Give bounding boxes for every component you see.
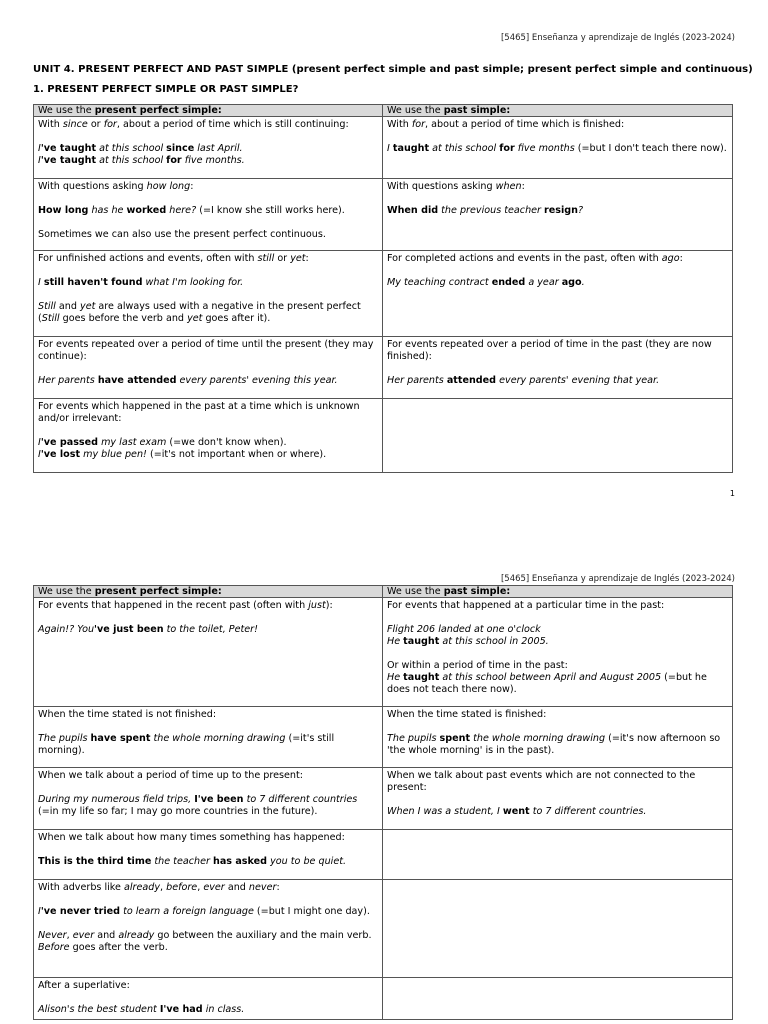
present-perfect-usage-cell	[34, 830, 383, 880]
usage-example: During my numerous field trips, I've been to 7 different countries (=in my life so far; I may go more countries in the future).	[38, 794, 358, 817]
past-simple-usage-cell	[383, 768, 733, 830]
table-row	[34, 707, 733, 768]
present-perfect-usage-cell	[34, 117, 383, 179]
table-row	[34, 117, 733, 179]
past-simple-usage-cell	[383, 251, 733, 337]
past-simple-usage-cell	[383, 880, 733, 978]
past-simple-usage-cell	[383, 399, 733, 473]
usage-rule: With questions asking when:	[387, 181, 525, 192]
usage-example: Her parents have attended every parents' evening this year.	[38, 375, 338, 386]
table-row	[34, 978, 733, 1020]
section-title: 1. PRESENT PERFECT SIMPLE OR PAST SIMPLE?	[33, 84, 299, 95]
usage-example: This is the third time the teacher has asked you to be quiet.	[38, 856, 347, 867]
usage-example: How long has he worked here? (=I know she still works here).	[38, 205, 345, 216]
usage-rule: After a superlative:	[38, 980, 130, 991]
usage-rule: When we talk about how many times something has happened:	[38, 832, 345, 843]
usage-example: Alison's the best student I've had in class.	[38, 1004, 245, 1015]
past-simple-usage-cell	[383, 830, 733, 880]
present-perfect-header: We use the present perfect simple:	[34, 586, 383, 598]
past-simple-usage-cell	[383, 978, 733, 1020]
table-body	[34, 598, 733, 1020]
usage-example: My teaching contract ended a year ago.	[387, 277, 585, 288]
usage-example: I've lost my blue pen! (=it's not important when or where).	[38, 449, 327, 460]
usage-rule: When we talk about past events which are not connected to the present:	[387, 770, 696, 793]
usage-rule: For unfinished actions and events, often with still or yet:	[38, 253, 309, 264]
usage-rule: When the time stated is not finished:	[38, 709, 217, 720]
present-perfect-usage-cell	[34, 707, 383, 768]
past-simple-usage-cell	[383, 337, 733, 399]
grammar-table-page-2	[33, 585, 733, 1020]
table-row	[34, 251, 733, 337]
usage-example: I've taught at this school for five months.	[38, 155, 245, 166]
usage-rule: For events that happened in the recent past (often with just):	[38, 600, 333, 611]
usage-example: Never, ever and already go between the auxiliary and the main verb. Before goes after the verb.	[38, 930, 372, 953]
past-simple-header: We use the past simple:	[383, 586, 733, 598]
usage-example: I still haven't found what I'm looking for.	[38, 277, 244, 288]
present-perfect-header: We use the present perfect simple:	[34, 105, 383, 117]
past-simple-usage-cell	[383, 707, 733, 768]
table-row	[34, 337, 733, 399]
present-perfect-usage-cell	[34, 179, 383, 251]
usage-rule: For events that happened at a particular time in the past:	[387, 600, 665, 611]
present-perfect-usage-cell	[34, 399, 383, 473]
usage-rule: For events repeated over a period of time until the present (they may continue):	[38, 339, 374, 362]
usage-example: Her parents attended every parents' evening that year.	[387, 375, 660, 386]
usage-rule: When we talk about a period of time up to the present:	[38, 770, 303, 781]
unit-title: UNIT 4. PRESENT PERFECT AND PAST SIMPLE (present perfect simple and past simple; present perfect simple and continuous)	[33, 64, 753, 75]
usage-example: He taught at this school in 2005.	[387, 636, 549, 647]
usage-rule: With questions asking how long:	[38, 181, 194, 192]
table-row	[34, 598, 733, 707]
table-header-row	[34, 586, 733, 598]
usage-example: I taught at this school for five months (=but I don't teach there now).	[387, 143, 727, 154]
usage-rule: With for, about a period of time which is finished:	[387, 119, 625, 130]
usage-rule: For events which happened in the past at a time which is unknown and/or irrelevant:	[38, 401, 360, 424]
usage-example: I've taught at this school since last April.	[38, 143, 243, 154]
usage-example: The pupils spent the whole morning drawing (=it's now afternoon so 'the whole morning' is in the past).	[387, 733, 721, 756]
usage-example: Again!? You've just been to the toilet, Peter!	[38, 624, 258, 635]
usage-rule: For completed actions and events in the past, often with ago:	[387, 253, 683, 264]
present-perfect-usage-cell	[34, 598, 383, 707]
past-simple-usage-cell	[383, 179, 733, 251]
table-row	[34, 179, 733, 251]
table-body	[34, 117, 733, 473]
usage-example: He taught at this school between April and August 2005 (=but he does not teach there now).	[387, 672, 707, 695]
usage-rule: With since or for, about a period of time which is still continuing:	[38, 119, 349, 130]
table-row	[34, 399, 733, 473]
past-simple-usage-cell	[383, 117, 733, 179]
table-row	[34, 880, 733, 978]
course-header: [5465] Enseñanza y aprendizaje de Inglés (2023-2024)	[500, 33, 735, 43]
table-row	[34, 768, 733, 830]
usage-example: I've passed my last exam (=we don't know when).	[38, 437, 287, 448]
usage-example: Sometimes we can also use the present perfect continuous.	[38, 229, 326, 240]
past-simple-header: We use the past simple:	[383, 105, 733, 117]
usage-example: When did the previous teacher resign?	[387, 205, 584, 216]
usage-example: When I was a student, I went to 7 different countries.	[387, 806, 647, 817]
document-page-2	[0, 565, 768, 1024]
table-row	[34, 830, 733, 880]
document-page-1	[0, 0, 768, 500]
usage-example: The pupils have spent the whole morning drawing (=it's still morning).	[38, 733, 335, 756]
usage-example: Or within a period of time in the past:	[387, 660, 568, 671]
present-perfect-usage-cell	[34, 978, 383, 1020]
usage-example: Flight 206 landed at one o'clock	[387, 624, 541, 635]
usage-rule: For events repeated over a period of time in the past (they are now finished):	[387, 339, 712, 362]
table-header-row	[34, 105, 733, 117]
usage-rule: When the time stated is finished:	[387, 709, 547, 720]
usage-rule: With adverbs like already, before, ever and never:	[38, 882, 280, 893]
page-number: 1	[729, 489, 735, 498]
present-perfect-usage-cell	[34, 880, 383, 978]
usage-example: Still and yet are always used with a negative in the present perfect (Still goes before the verb and yet goes after it).	[38, 301, 361, 324]
present-perfect-usage-cell	[34, 251, 383, 337]
present-perfect-usage-cell	[34, 337, 383, 399]
past-simple-usage-cell	[383, 598, 733, 707]
grammar-table-page-1	[33, 104, 733, 473]
usage-example: I've never tried to learn a foreign language (=but I might one day).	[38, 906, 370, 917]
course-header: [5465] Enseñanza y aprendizaje de Inglés (2023-2024)	[500, 574, 735, 584]
present-perfect-usage-cell	[34, 768, 383, 830]
